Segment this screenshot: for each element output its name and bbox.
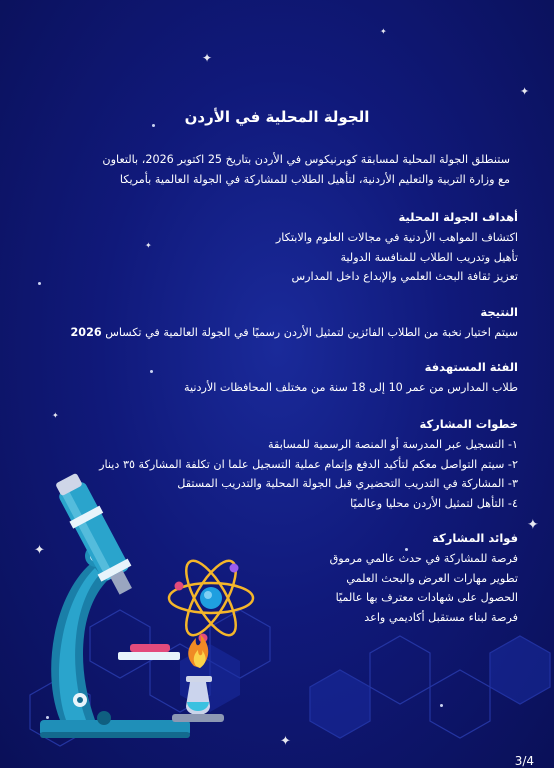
hexagon-fills (180, 636, 550, 738)
benefits-heading: فوائد المشاركة (432, 531, 518, 545)
step-item: ٤- التأهل لتمثيل الأردن محليا وعالميًا (350, 496, 518, 510)
sparkle-icon: ✦ (34, 543, 45, 558)
intro-line: مع وزارة التربية والتعليم الأردنية، لتأهيل الطلاب للمشاركة في الجولة العالمية بأمريكا (119, 173, 510, 186)
sparkle-icon: ✦ (527, 517, 539, 533)
goal-item: اكتشاف المواهب الأردنية في مجالات العلوم والابتكار (275, 231, 518, 244)
sparkle-icon: ✦ (145, 241, 152, 250)
result-text-main: سيتم اختيار نخبة من الطلاب الفائزين لتمثيل الأردن رسميًا في الجولة العالمية في تكساس (101, 326, 518, 339)
steps-heading: خطوات المشاركة (419, 417, 518, 431)
result-text (38, 323, 518, 343)
benefit-item: فرصة لبناء مستقبل أكاديمي واعد (364, 610, 518, 624)
goals-heading: أهداف الجولة المحلية (398, 210, 518, 224)
benefits-section (38, 529, 518, 627)
intro-paragraph (70, 150, 510, 190)
benefit-item: تطوير مهارات العرض والبحث العلمي (346, 571, 518, 585)
benefit-item: الحصول على شهادات معترف بها عالميًا (335, 591, 518, 604)
step-item: ٢- سيتم التواصل معكم لتأكيد الدفع وإتمام عملية التسجيل علما ان تكلفة المشاركة ٣٥ دينار (99, 457, 518, 471)
sparkle-icon: ✦ (280, 734, 291, 749)
page-title: الجولة المحلية في الأردن (184, 108, 370, 126)
benefit-item: فرصة للمشاركة في حدث عالمي مرموق (329, 552, 518, 565)
step-item: ٣- المشاركة في التدريب التحضيري قبل الجولة المحلية والتدريب المستقل (177, 477, 518, 490)
target-section (38, 358, 518, 398)
sparkle-icon: ✦ (380, 27, 387, 36)
goal-item: تأهيل وتدريب الطلاب للمنافسة الدولية (340, 250, 518, 264)
sparkle-icon: ✦ (520, 85, 530, 98)
intro-line: ستنطلق الجولة المحلية لمسابقة كوبرنيكوس في الأردن بتاريخ 25 اكتوبر 2026، بالتعاون (102, 153, 510, 166)
steps-section (18, 415, 518, 513)
goals-section (38, 208, 518, 287)
goal-item: تعزيز ثقافة البحث العلمي والإبداع داخل المدارس (291, 270, 518, 283)
step-item: ١- التسجيل عبر المدرسة أو المنصة الرسمية للمسابقة (268, 438, 518, 451)
result-heading: النتيجة (480, 305, 518, 319)
sparkle-icon: ✦ (52, 411, 59, 420)
target-heading: الفئة المستهدفة (424, 360, 518, 374)
sparkle-icon: ✦ (202, 51, 213, 65)
result-section (38, 303, 518, 343)
target-text: طلاب المدارس من عمر 10 إلى 18 سنة من مختلف المحافظات الأردنية (183, 381, 518, 394)
page-number: 3/4 (514, 754, 534, 768)
result-year: 2026 (70, 326, 102, 339)
